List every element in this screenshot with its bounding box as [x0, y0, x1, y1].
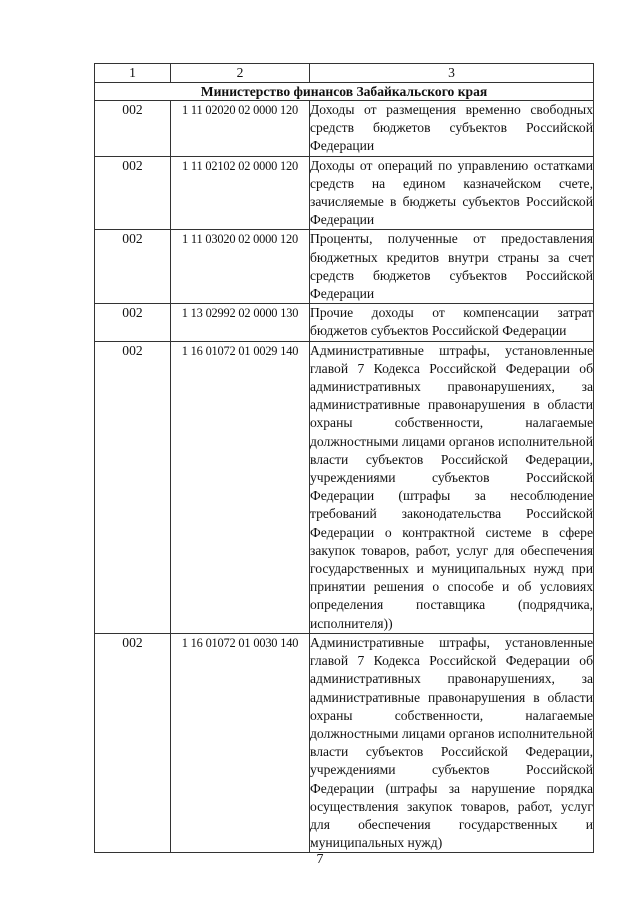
- page-number: 7: [316, 852, 324, 867]
- description-cell: Прочие доходы от компенсации затрат бюджетов субъектов Российской Федерации: [310, 304, 594, 341]
- table-row: [95, 304, 594, 341]
- admin-code-cell: 002: [95, 156, 171, 230]
- admin-code-cell: 002: [95, 304, 171, 341]
- table-row: [95, 230, 594, 304]
- kbk-code-cell: 1 16 01072 01 0029 140: [171, 341, 310, 633]
- kbk-code-cell: 1 11 02102 02 0000 120: [171, 156, 310, 230]
- revenue-codes-table: [94, 63, 594, 853]
- table-row: [95, 156, 594, 230]
- kbk-code-cell: 1 16 01072 01 0030 140: [171, 633, 310, 852]
- description-cell: Доходы от размещения временно свободных средств бюджетов субъектов Российской Федерации: [310, 101, 594, 157]
- table-row: [95, 633, 594, 852]
- admin-code-cell: 002: [95, 230, 171, 304]
- section-title: Министерство финансов Забайкальского края: [95, 83, 594, 101]
- section-row: [95, 83, 594, 101]
- admin-code-cell: 002: [95, 633, 171, 852]
- description-cell: Проценты, полученные от предоставления бюджетных кредитов внутри страны за счет средств бюджетов субъектов Российской Федерации: [310, 230, 594, 304]
- description-cell: Административные штрафы, установленные главой 7 Кодекса Российской Федерации об административных правонарушениях, за административные правонарушения в области охраны собственности, налагаемые должностными лицами органов исполнительной власти субъектов Российской Федерации, учреждениями субъектов Российской Федерации (штрафы за несоблюдение требований законодательства Российской Федерации о контрактной системе в сфере закупок товаров, работ, услуг для обеспечения государственных и муниципальных нужд при принятии решения о способе и об условиях определения поставщика (подрядчика, исполнителя)): [310, 341, 594, 633]
- admin-code-cell: 002: [95, 101, 171, 157]
- table-row: [95, 101, 594, 157]
- table-header-row: [95, 64, 594, 83]
- column-header-1: 1: [95, 64, 171, 83]
- admin-code-cell: 002: [95, 341, 171, 633]
- kbk-code-cell: 1 11 03020 02 0000 120: [171, 230, 310, 304]
- column-header-3: 3: [310, 64, 594, 83]
- description-cell: Административные штрафы, установленные главой 7 Кодекса Российской Федерации об административных правонарушениях, за административные правонарушения в области охраны собственности, налагаемые должностными лицами органов исполнительной власти субъектов Российской Федерации, учреждениями субъектов Российской Федерации (штрафы за нарушение порядка осуществления закупок товаров, работ, услуг для обеспечения государственных и муниципальных нужд): [310, 633, 594, 852]
- column-header-2: 2: [171, 64, 310, 83]
- table-row: [95, 341, 594, 633]
- description-cell: Доходы от операций по управлению остатками средств на едином казначейском счете, зачисляемые в бюджеты субъектов Российской Федерации: [310, 156, 594, 230]
- kbk-code-cell: 1 11 02020 02 0000 120: [171, 101, 310, 157]
- kbk-code-cell: 1 13 02992 02 0000 130: [171, 304, 310, 341]
